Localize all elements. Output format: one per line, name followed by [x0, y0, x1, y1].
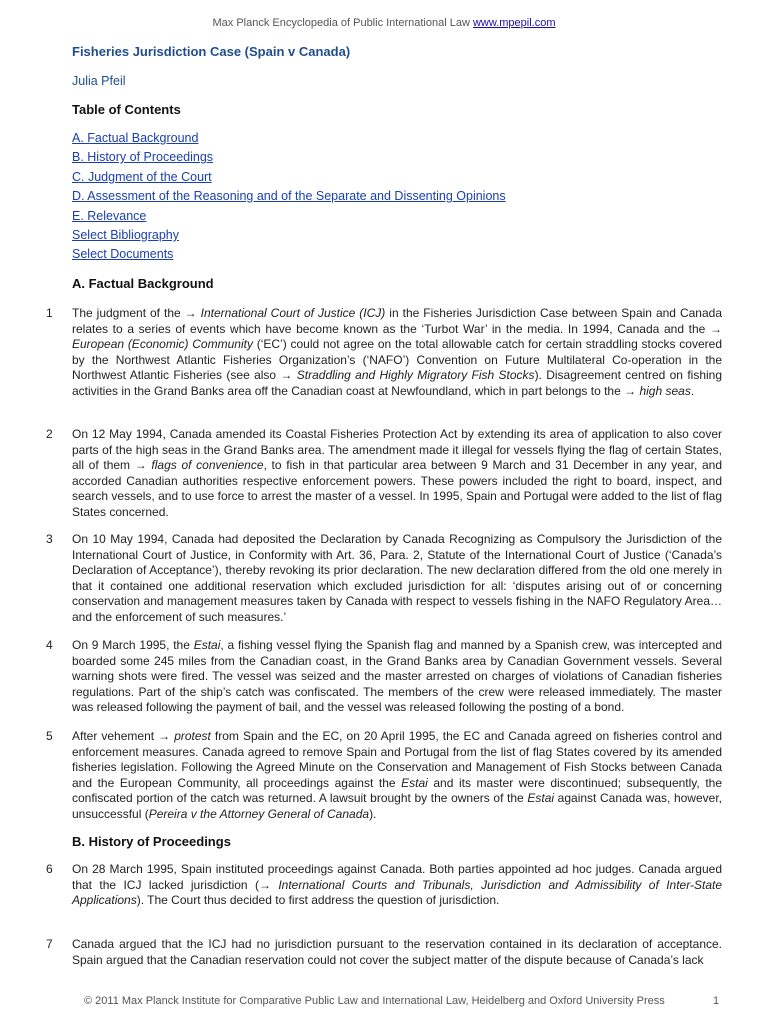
- cross-reference[interactable]: flags of convenience: [151, 458, 264, 473]
- section-heading-history-of-proceedings: B. History of Proceedings: [72, 834, 231, 849]
- cross-reference[interactable]: Straddling and Highly Migratory Fish Stocks: [296, 368, 535, 383]
- toc-item: [72, 149, 506, 168]
- paragraph-text: On 10 May 1994, Canada had deposited the Declaration by Canada Recognizing as Compulsory the Jurisdiction of the International Court of Justice, in Conformity with Art. 36, Para. 2, Statute of the International Court of Justice (‘Canada’s Declaration of Acceptance’), thereby revoking its prior declaration. The new declaration differed from the old one merely in that it contained one additional reservation which excluded jurisdiction for all: ‘disputes arising out of or concerning conservation and management measures taken by Canada with respect to vessels fishing in the NAFO Regulatory Area… and the enforcement of such measures.’: [72, 532, 722, 624]
- cross-reference[interactable]: protest: [174, 729, 211, 743]
- cross-reference[interactable]: high seas: [639, 383, 691, 398]
- page-header: [0, 17, 768, 29]
- toc-link-factual-background[interactable]: A. Factual Background: [72, 131, 199, 145]
- vessel-name: Estai: [401, 775, 428, 790]
- toc-item: [72, 169, 506, 188]
- table-of-contents: [72, 130, 506, 266]
- paragraph-text: The judgment of the → International Court of Justice (ICJ) in the Fisheries Jurisdiction Case between Spain and Canada relates to a series of events which have become known as the ‘Turbot War’ in the media. In 1994, Canada and the → European (Economic) Community (‘EC’) could not agree on the total allowable catch for certain straddling stocks covered by the Northwest Atlantic Fisheries Organization’s (‘NAFO’) Convention on Future Multilateral Co-operation in the Northwest Atlantic Fisheries (see also → Straddling and Highly Migratory Fish Stocks). Disagreement centred on fishing activities in the Grand Banks area off the Canadian coast at Newfoundland, which in part belongs to the → high seas.: [72, 306, 723, 398]
- toc-item: [72, 188, 506, 207]
- toc-link-judgment[interactable]: C. Judgment of the Court: [72, 169, 212, 184]
- page-number: 1: [713, 995, 720, 1007]
- paragraph-number: 3: [46, 532, 53, 546]
- cross-reference[interactable]: International Courts and Tribunals, Jurisdiction and Admissibility of Inter-State Applications: [72, 877, 723, 908]
- paragraph-text: On 12 May 1994, Canada amended its Coastal Fisheries Protection Act by extending its area of application to also cover parts of the high seas in the Grand Banks area. The amendment made it illegal for vessels flying the flag of certain States, all of them → flags of convenience, to fish in that particular area between 9 March and 31 December in any year, and accorded Canadian authorities respective enforcement powers. These powers included the right to board, inspect, and search vessels, and to use force to arrest the master of a vessel. In 1995, Spain and Portugal were added to the list of flag States concerned.: [72, 427, 723, 519]
- toc-item: [72, 227, 506, 246]
- paragraph-number: 5: [46, 729, 53, 743]
- case-name: Pereira v the Attorney General of Canada: [148, 806, 370, 821]
- article-title: Fisheries Jurisdiction Case (Spain v Canada): [72, 44, 351, 59]
- toc-link-bibliography[interactable]: Select Bibliography: [72, 227, 180, 242]
- paragraph-text: On 28 March 1995, Spain instituted proceedings against Canada. Both parties appointed ad hoc judges. Canada argued that the ICJ lacked jurisdiction (→ International Courts and Tribunals, Jurisdiction and Admissibility of Inter-State Applications). The Court thus decided to first address the question of jurisdiction.: [72, 862, 723, 908]
- paragraph-text: After vehement → protest from Spain and the EC, on 20 April 1995, the EC and Canada agreed on fisheries control and enforcement measures. Canada agreed to remove Spain and Portugal from the list of flag States covered by its amended fisheries legislation. Following the Agreed Minute on the Conservation and Management of Fish Stocks between Canada and the European Community, all proceedings against the Estai and its master were discontinued; subsequently, the confiscated portion of the catch was returned. A lawsuit brought by the owners of the Estai against Canada was, however, unsuccessful (Pereira v the Attorney General of Canada).: [72, 729, 723, 821]
- toc-item: [72, 130, 506, 149]
- article-author: Julia Pfeil: [72, 74, 126, 88]
- paragraph-number: 2: [46, 427, 53, 441]
- footer-copyright: © 2011 Max Planck Institute for Comparative Public Law and International Law, Heidelberg and Oxford University Press: [84, 995, 665, 1007]
- vessel-name: Estai: [527, 791, 555, 806]
- paragraph-number: 6: [46, 862, 53, 876]
- header-link[interactable]: www.mpepil.com: [472, 17, 556, 29]
- toc-heading: Table of Contents: [72, 102, 181, 117]
- section-heading-factual-background: A. Factual Background: [72, 276, 214, 291]
- paragraph-text: On 9 March 1995, the Estai, a fishing vessel flying the Spanish flag and manned by a Spanish crew, was intercepted and boarded some 245 miles from the Canadian coast, in the Grand Banks area by Canadian Government vessels. Several warning shots were fired. The vessel was seized and the master arrested on charges of violations of Canadian fisheries regulations. Part of the ship’s catch was confiscated. The members of the crew were released immediately. The master was released following the payment of bail, and the vessel was released following the posting of a bond.: [72, 638, 722, 715]
- toc-item: [72, 208, 506, 227]
- vessel-name: Estai: [193, 638, 221, 652]
- paragraph-number: 7: [46, 937, 53, 951]
- toc-item: [72, 246, 506, 265]
- toc-link-documents[interactable]: Select Documents: [72, 247, 174, 262]
- cross-reference[interactable]: International Court of Justice (ICJ): [200, 306, 386, 320]
- cross-reference[interactable]: European (Economic) Community: [72, 337, 253, 352]
- toc-link-history-of-proceedings[interactable]: B. History of Proceedings: [72, 150, 214, 165]
- paragraph-text: Canada argued that the ICJ had no jurisdiction pursuant to the reservation contained in its declaration of acceptance. Spain argued that the Canadian reservation could not cover the subject matter of the dispute because of Canada’s lack: [72, 937, 722, 967]
- paragraph-number: 4: [46, 638, 53, 652]
- paragraph-number: 1: [46, 306, 53, 320]
- header-text: Max Planck Encyclopedia of Public International Law: [212, 17, 470, 29]
- toc-link-assessment[interactable]: D. Assessment of the Reasoning and of the Separate and Dissenting Opinions: [72, 189, 506, 204]
- toc-link-relevance[interactable]: E. Relevance: [72, 208, 147, 223]
